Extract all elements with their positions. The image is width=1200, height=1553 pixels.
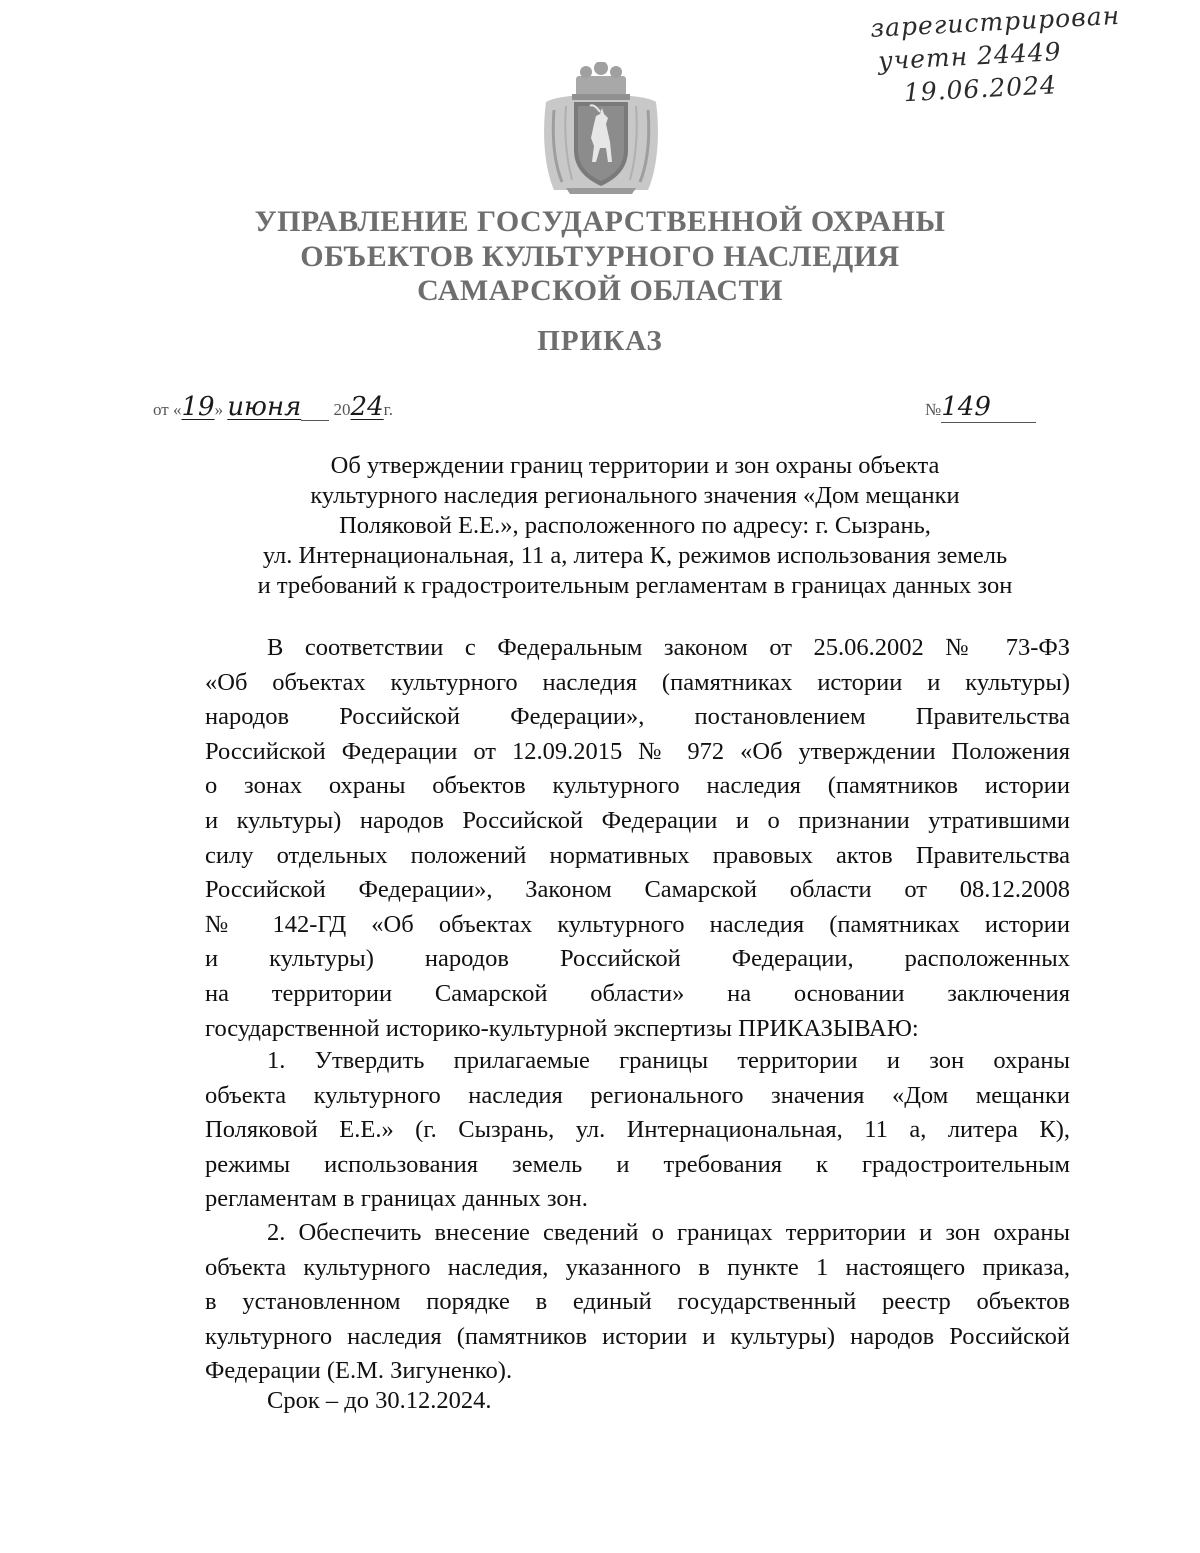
- subject-line: Об утверждении границ территории и зон охраны объекта: [330, 452, 940, 479]
- date-year-suffix: 24: [350, 392, 384, 422]
- number-value: 149: [941, 392, 991, 422]
- number-prefix: №: [925, 400, 942, 419]
- date-year-prefix: 20: [333, 400, 351, 419]
- body-line: народов Российской Федерации», постановлением Правительства: [205, 703, 1070, 731]
- body-line: силу отдельных положений нормативных правовых актов Правительства: [205, 841, 1070, 869]
- body-line: Поляковой Е.Е.» (г. Сызрань, ул. Интернациональная, 11 а, литера К),: [205, 1116, 1070, 1144]
- body-line: объекта культурного наследия регионального значения «Дом мещанки: [205, 1081, 1070, 1109]
- date-month: июня: [227, 392, 302, 422]
- body-line: Федерации (Е.М. Зигуненко).: [205, 1357, 513, 1385]
- body-line: в установленном порядке в единый государственный реестр объектов: [205, 1288, 1070, 1316]
- samara-coat-of-arms-icon: [536, 62, 666, 197]
- body-line: В соответствии с Федеральным законом от 25.06.2002 № 73-ФЗ: [267, 634, 1070, 661]
- body-line: № 142-ГД «Об объектах культурного наследия (памятниках истории: [205, 910, 1070, 938]
- body-line: Российской Федерации от 12.09.2015 № 972 «Об утверждении Положения: [205, 737, 1070, 765]
- body-line: 1. Утвердить прилагаемые границы территории и зон охраны: [267, 1047, 1070, 1074]
- body-line: на территории Самарской области» на основании заключения: [205, 979, 1070, 1007]
- registration-note-line2: учетн 24449: [877, 36, 1063, 76]
- issuer-line-2: ОБЪЕКТОВ КУЛЬТУРНОГО НАСЛЕДИЯ: [300, 240, 900, 273]
- body-line: о зонах охраны объектов культурного наследия (памятников истории: [205, 772, 1070, 800]
- body-line: регламентам в границах данных зон.: [205, 1185, 588, 1213]
- date-suffix: г.: [383, 400, 393, 419]
- number-underline: [941, 392, 1036, 423]
- deadline-paragraph: [205, 1384, 1070, 1419]
- body-line: и культуры) народов Российской Федерации и о признании утратившими: [205, 806, 1070, 834]
- subject-line: ул. Интернациональная, 11 а, литера К, режимов использования земель: [262, 542, 1008, 569]
- subject-line: Поляковой Е.Е.», расположенного по адресу: г. Сызрань,: [339, 512, 931, 539]
- body-line: режимы использования земель и требования к градостроительным: [205, 1150, 1070, 1178]
- order-number: [925, 392, 1036, 432]
- preamble-paragraph: [205, 631, 1070, 1046]
- registration-note-line1: зарегистрирован: [869, 0, 1121, 43]
- body-line: «Об объектах культурного наследия (памятниках истории и культуры): [205, 668, 1070, 696]
- date-day: 19: [181, 392, 215, 422]
- body-line: и культуры) народов Российской Федерации, расположенных: [205, 945, 1070, 973]
- date-underline: [301, 400, 329, 421]
- order-subject: [200, 451, 1070, 601]
- date-mid: »: [214, 400, 224, 419]
- issuer-line-3: САМАРСКОЙ ОБЛАСТИ: [417, 274, 783, 307]
- order-item-1: [205, 1044, 1070, 1217]
- registration-note-line3: 19.06.2024: [903, 70, 1058, 108]
- body-line: Российской Федерации», Законом Самарской области от 08.12.2008: [205, 876, 1070, 904]
- body-line: культурного наследия (памятников истории и культуры) народов Российской: [205, 1322, 1070, 1350]
- order-date: [153, 392, 393, 432]
- body-line: государственной историко-культурной экспертизы ПРИКАЗЫВАЮ:: [205, 1014, 919, 1042]
- registration-note: [870, 0, 1175, 112]
- document-title: ПРИКАЗ: [537, 325, 663, 357]
- issuer-line-1: УПРАВЛЕНИЕ ГОСУДАРСТВЕННОЙ ОХРАНЫ: [254, 205, 946, 238]
- subject-line: и требований к градостроительным регламентам в границах данных зон: [257, 572, 1013, 599]
- body-line: 2. Обеспечить внесение сведений о границах территории и зон охраны: [267, 1219, 1070, 1246]
- subject-line: культурного наследия регионального значения «Дом мещанки: [310, 482, 960, 509]
- body-line: объекта культурного наследия, указанного в пункте 1 настоящего приказа,: [205, 1253, 1070, 1281]
- order-item-2: [205, 1216, 1070, 1389]
- date-prefix: от «: [153, 400, 182, 419]
- deadline-text: Срок – до 30.12.2024.: [267, 1387, 492, 1414]
